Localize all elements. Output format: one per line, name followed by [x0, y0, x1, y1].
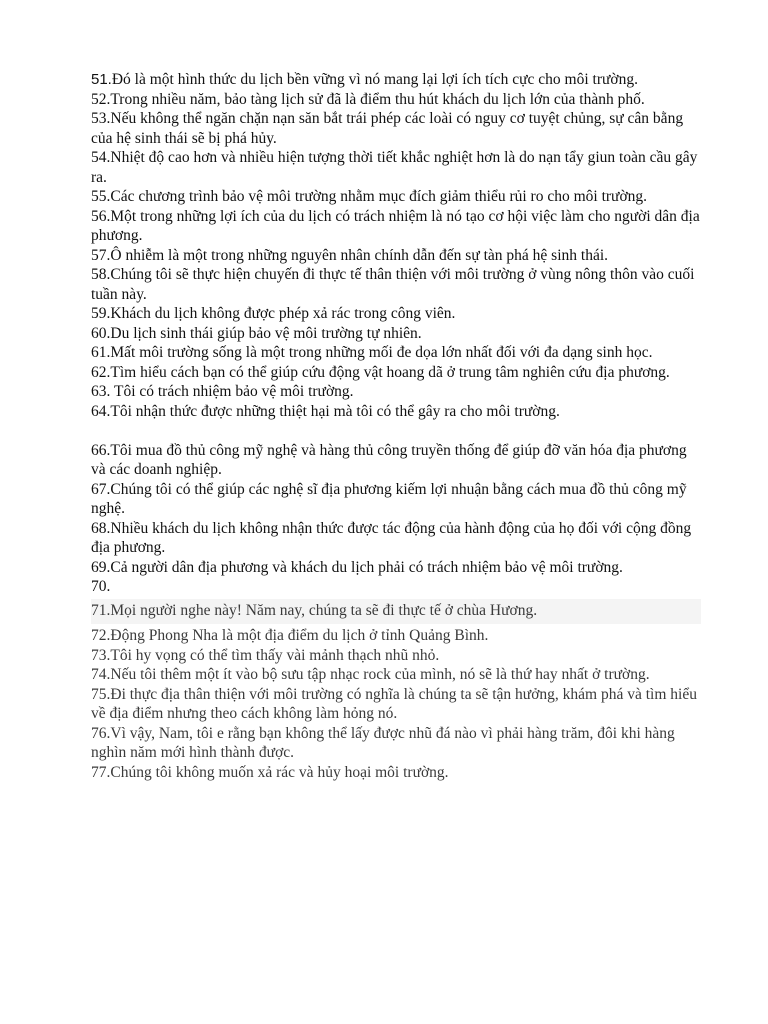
item-text: Đó là một hình thức du lịch bền vững vì nó mang lại lợi ích tích cực cho môi trường. — [111, 71, 638, 88]
item-61 — [91, 343, 701, 363]
item-number: 74. — [91, 666, 111, 683]
item-number: 52. — [91, 90, 111, 108]
item-69 — [91, 558, 701, 578]
item-number: 57. — [91, 246, 111, 264]
item-number: 54. — [91, 149, 111, 166]
item-text: Nhiệt độ cao hơn và nhiều hiện tượng thời tiết khắc nghiệt hơn là do nạn tẩy giun toàn cầu gây ra. — [91, 149, 698, 186]
item-text: Tôi mua đồ thủ công mỹ nghệ và hàng thủ công truyền thống để giúp đỡ văn hóa địa phương và các doanh nghiệp. — [91, 441, 687, 478]
item-71 — [91, 599, 701, 625]
item-text: Chúng tôi không muốn xả rác và hủy hoại môi trường. — [110, 763, 449, 781]
item-77 — [91, 763, 701, 783]
item-53 — [91, 109, 701, 148]
item-text: Động Phong Nha là một địa điểm du lịch ở tỉnh Quảng Bình. — [110, 627, 489, 644]
item-text: Cả người dân địa phương và khách du lịch phải có trách nhiệm bảo vệ môi trường. — [110, 558, 623, 576]
item-number: 70. — [91, 578, 111, 595]
item-text: Tìm hiểu cách bạn có thể giúp cứu động vật hoang dã ở trung tâm nghiên cứu địa phương. — [110, 363, 670, 381]
item-60 — [91, 324, 701, 344]
item-number: 66. — [91, 441, 111, 459]
item-number: 69. — [91, 558, 111, 576]
item-62 — [91, 363, 701, 383]
item-text: Vì vậy, Nam, tôi e rằng bạn không thể lấy được nhũ đá nào vì phải hàng trăm, đôi khi hàng nghìn năm mới hình thành được. — [91, 724, 675, 761]
item-text: Mất môi trường sống là một trong những mối đe dọa lớn nhất đối với đa dạng sinh học. — [110, 344, 653, 361]
item-text: Mọi người nghe này! Năm nay, chúng ta sẽ đi thực tế ở chùa Hương. — [110, 601, 538, 619]
item-text: Ô nhiễm là một trong những nguyên nhân chính dẫn đến sự tàn phá hệ sinh thái. — [110, 246, 609, 264]
item-text: Tôi hy vọng có thể tìm thấy vài mảnh thạch nhũ nhỏ. — [110, 646, 440, 664]
item-75 — [91, 685, 701, 724]
item-67 — [91, 480, 701, 519]
item-text: Du lịch sinh thái giúp bảo vệ môi trường tự nhiên. — [110, 324, 422, 342]
item-number: 63. — [91, 383, 111, 400]
item-text: Một trong những lợi ích của du lịch có trách nhiệm là nó tạo cơ hội việc làm cho người dân địa phương. — [91, 207, 700, 244]
item-58 — [91, 265, 701, 304]
item-number: 51. — [91, 71, 112, 88]
item-number: 55. — [91, 188, 111, 205]
item-68 — [91, 519, 701, 558]
item-59 — [91, 304, 701, 324]
item-number: 72. — [91, 627, 111, 644]
item-51 — [91, 70, 701, 90]
item-text: Chúng tôi sẽ thực hiện chuyến đi thực tế thân thiện với môi trường ở vùng nông thôn vào cuối tuần này. — [91, 266, 695, 303]
item-number: 64. — [91, 402, 111, 420]
item-number: 75. — [91, 685, 111, 703]
item-number: 60. — [91, 324, 111, 342]
item-number: 62. — [91, 363, 111, 381]
blank-line — [91, 421, 701, 441]
item-70 — [91, 577, 701, 597]
item-55 — [91, 187, 701, 207]
item-text: Chúng tôi có thể giúp các nghệ sĩ địa phương kiếm lợi nhuận bằng cách mua đồ thủ công mỹ nghệ. — [91, 480, 687, 517]
item-number: 73. — [91, 646, 111, 664]
item-56 — [91, 207, 701, 246]
item-52 — [91, 90, 701, 110]
item-number: 77. — [91, 763, 111, 781]
item-text: Khách du lịch không được phép xả rác trong công viên. — [110, 305, 456, 322]
item-text: Nếu không thể ngăn chặn nạn săn bắt trái phép các loài có nguy cơ tuyệt chủng, sự cân bằng của hệ sinh thái sẽ bị phá hủy. — [91, 110, 684, 147]
item-text: Nếu tôi thêm một ít vào bộ sưu tập nhạc rock của mình, nó sẽ là thứ hay nhất ở trường. — [110, 666, 650, 683]
item-number: 67. — [91, 480, 111, 498]
item-72 — [91, 626, 701, 646]
item-63 — [91, 382, 701, 402]
item-number: 71. — [91, 601, 111, 619]
item-number: 56. — [91, 207, 111, 225]
item-text: Tôi có trách nhiệm bảo vệ môi trường. — [110, 383, 354, 400]
item-54 — [91, 148, 701, 187]
item-number: 68. — [91, 519, 111, 537]
item-number: 58. — [91, 266, 111, 283]
item-74 — [91, 665, 701, 685]
item-text: Các chương trình bảo vệ môi trường nhằm mục đích giảm thiểu rủi ro cho môi trường. — [110, 188, 648, 205]
item-76 — [91, 724, 701, 763]
item-text: Đi thực địa thân thiện với môi trường có nghĩa là chúng ta sẽ tận hưởng, khám phá và tìm hiểu về địa điểm nhưng theo cách không làm hỏng nó. — [91, 685, 697, 722]
item-73 — [91, 646, 701, 666]
item-number: 59. — [91, 305, 111, 322]
document-page — [91, 70, 701, 782]
item-text: Nhiều khách du lịch không nhận thức được tác động của hành động của họ đối với cộng đồng địa phương. — [91, 519, 692, 556]
item-64 — [91, 402, 701, 422]
item-text: Trong nhiều năm, bảo tàng lịch sử đã là điểm thu hút khách du lịch lớn của thành phố. — [110, 90, 645, 108]
item-57 — [91, 246, 701, 266]
item-number: 53. — [91, 110, 111, 127]
item-text: Tôi nhận thức được những thiệt hại mà tôi có thể gây ra cho môi trường. — [110, 402, 560, 420]
item-66 — [91, 441, 701, 480]
item-number: 76. — [91, 724, 111, 742]
item-number: 61. — [91, 344, 111, 361]
